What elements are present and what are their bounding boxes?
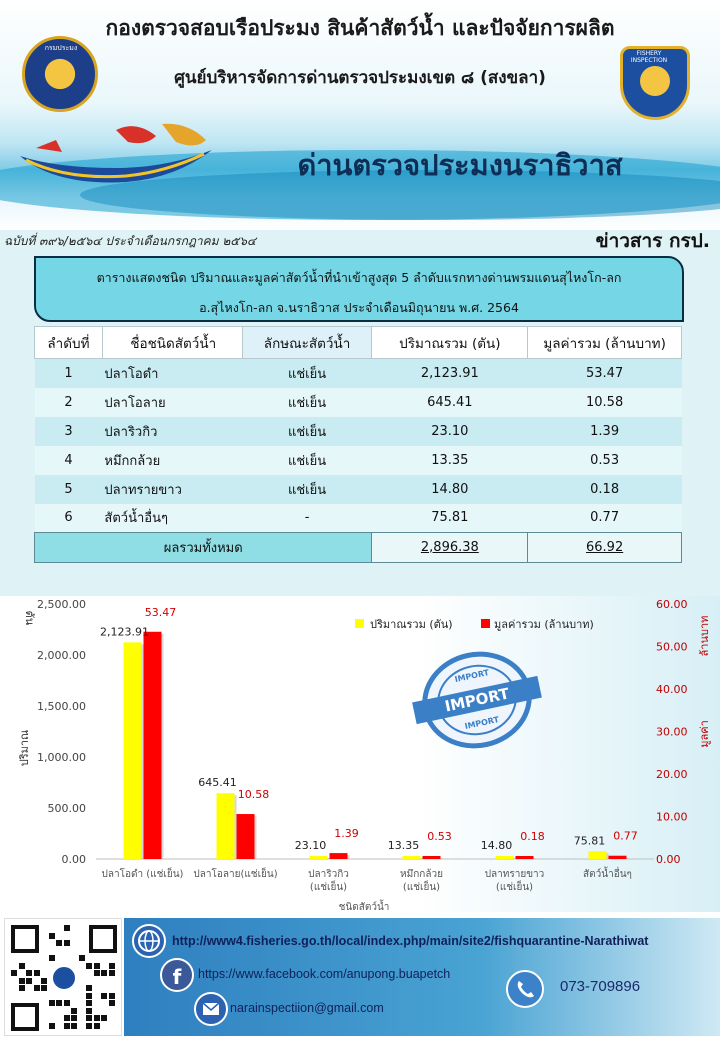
qr-module: [86, 1008, 92, 1014]
data-label-quantity: 645.41: [198, 776, 237, 790]
cell-quantity: 23.10: [372, 417, 528, 446]
qr-module: [64, 1023, 70, 1029]
qr-module: [94, 1015, 100, 1021]
phone-icon: [506, 970, 544, 1008]
import-table: [34, 326, 682, 563]
qr-module: [11, 970, 17, 976]
qr-module: [86, 985, 92, 991]
x-tick-label: ปลาทรายขาว: [484, 869, 545, 880]
qr-module: [101, 1015, 107, 1021]
qr-finder-gap: [93, 929, 113, 949]
bar-value: [609, 856, 627, 859]
y-right-tick-label: 30.00: [656, 725, 688, 739]
qr-module: [41, 978, 47, 984]
bar-value: [330, 853, 348, 859]
bar-value: [237, 814, 255, 859]
data-label-value: 53.47: [144, 605, 177, 619]
cell-species: ปลาโอดำ: [102, 359, 242, 388]
qr-module: [64, 1000, 70, 1006]
y-left-tick-label: 1,000.00: [37, 751, 86, 764]
y-right-tick-label: 40.00: [656, 683, 688, 696]
logo-text: FISHERY INSPECTION: [630, 50, 668, 64]
qr-module: [86, 1000, 92, 1006]
logo-text: กรมประมง: [44, 44, 78, 52]
total-row: [35, 533, 682, 563]
legend-label-value: มูลค่ารวม (ล้านบาท): [494, 618, 594, 631]
bar-value: [144, 632, 162, 859]
table-header-row: [35, 327, 682, 359]
bar-quantity: [217, 793, 235, 859]
cell-quantity: 2,123.91: [372, 359, 528, 388]
legend-swatch-quantity: [355, 619, 364, 628]
total-value: 66.92: [586, 540, 624, 555]
total-label: ผลรวมทั้งหมด: [35, 533, 372, 563]
qr-module: [71, 1008, 77, 1014]
cell-rank: 6: [35, 504, 103, 533]
qr-module: [109, 970, 115, 976]
qr-module: [26, 970, 32, 976]
y-right-tick-label: 50.00: [656, 640, 688, 654]
qr-module: [109, 963, 115, 969]
data-label-value: 0.18: [520, 830, 545, 843]
table-row: [35, 504, 682, 533]
cell-value: 0.18: [528, 475, 682, 504]
cell-value: 0.53: [528, 446, 682, 475]
cell-rank: 1: [35, 359, 103, 388]
qr-module: [94, 963, 100, 969]
x-tick-label: หมึกกล้วย: [400, 869, 443, 880]
y-right-axis-unit: ล้านบาท: [698, 615, 711, 657]
import-bar-chart: [0, 596, 720, 912]
cell-rank: 2: [35, 388, 103, 417]
qr-module: [19, 963, 25, 969]
x-tick-label: (แช่เย็น): [402, 882, 441, 893]
column-header-species: ชื่อชนิดสัตว์น้ำ: [102, 327, 242, 359]
bar-quantity: [124, 642, 142, 859]
qr-module: [71, 1023, 77, 1029]
legend-swatch-value: [481, 619, 490, 628]
column-header-quantity: ปริมาณรวม (ตัน): [372, 327, 528, 359]
qr-module: [94, 970, 100, 976]
column-header-rank: ลำดับที่: [35, 327, 103, 359]
issue-number: ฉบับที่ ๓๙๖/๒๕๖๔ ประจำเดือนกรกฎาคม ๒๕๖๔: [4, 234, 257, 248]
cell-rank: 5: [35, 475, 103, 504]
cell-value: 53.47: [528, 359, 682, 388]
y-left-axis-title: ปริมาณ: [18, 729, 31, 767]
qr-module: [109, 993, 115, 999]
qr-module: [64, 925, 70, 931]
qr-module: [101, 993, 107, 999]
bar-quantity: [310, 856, 328, 859]
qr-code[interactable]: [4, 918, 122, 1036]
qr-module: [86, 993, 92, 999]
qr-module: [49, 1000, 55, 1006]
stamp-band: IMPORT: [412, 676, 542, 724]
chart-canvas: [0, 596, 720, 912]
data-label-quantity: 13.35: [387, 839, 420, 852]
qr-module: [64, 1015, 70, 1021]
x-tick-label: ปลาโอลาย(แช่เย็น): [193, 869, 278, 880]
cell-quantity: 13.35: [372, 446, 528, 475]
data-label-value: 0.53: [427, 830, 452, 843]
qr-module: [79, 955, 85, 961]
qr-module: [19, 978, 25, 984]
facebook-icon: f: [160, 958, 194, 992]
cell-rank: 3: [35, 417, 103, 446]
y-right-tick-label: 0.00: [656, 853, 681, 866]
bar-quantity: [589, 851, 607, 859]
y-left-tick-label: 2,500.00: [37, 598, 86, 611]
qr-finder-gap: [15, 929, 35, 949]
email-link[interactable]: narainspectiion@gmail.com: [230, 1001, 384, 1015]
longboat-illustration: [16, 120, 216, 190]
cell-species: ปลาทรายขาว: [102, 475, 242, 504]
table-title-box: [34, 256, 684, 322]
qr-module: [26, 978, 32, 984]
stamp-text-top: IMPORT: [453, 668, 490, 685]
x-tick-label: สัตว์น้ำอื่นๆ: [583, 869, 632, 880]
table-row: [35, 388, 682, 417]
import-table-section: [30, 256, 686, 596]
cell-quantity: 75.81: [372, 504, 528, 533]
x-tick-label: ปลาโอดำ (แช่เย็น): [101, 869, 184, 880]
x-tick-label: (แช่เย็น): [495, 882, 534, 893]
total-quantity: 2,896.38: [420, 540, 479, 555]
cell-species: หมึกกล้วย: [102, 446, 242, 475]
y-right-tick-label: 20.00: [656, 768, 688, 781]
y-left-tick-label: 500.00: [47, 802, 86, 815]
qr-logo-icon: [51, 965, 77, 991]
cell-quantity: 645.41: [372, 388, 528, 417]
data-label-value: 0.77: [613, 829, 638, 843]
header-title-line2: ศูนย์บริหารจัดการด่านตรวจประมงเขต ๘ (สงขลา): [174, 68, 546, 88]
cell-type: แช่เย็น: [242, 417, 372, 446]
cell-type: แช่เย็น: [242, 359, 372, 388]
y-left-tick-label: 2,000.00: [37, 649, 86, 662]
qr-module: [19, 985, 25, 991]
qr-module: [49, 1023, 55, 1029]
bar-quantity: [496, 856, 514, 859]
cell-quantity: 14.80: [372, 475, 528, 504]
qr-module: [49, 955, 55, 961]
website-link[interactable]: http://www4.fisheries.go.th/local/index.php/main/site2/fishquarantine-Narathiwat: [172, 934, 649, 948]
y-right-axis-title: มูลค่า: [698, 720, 711, 748]
contact-footer: [0, 912, 720, 1040]
cell-type: -: [242, 504, 372, 533]
y-left-axis-unit: ตัน: [23, 610, 36, 626]
table-row: [35, 446, 682, 475]
legend-label-quantity: ปริมาณรวม (ตัน): [370, 618, 453, 631]
cell-species: สัตว์น้ำอื่นๆ: [102, 504, 242, 533]
cell-value: 10.58: [528, 388, 682, 417]
cell-type: แช่เย็น: [242, 446, 372, 475]
y-right-tick-label: 10.00: [656, 810, 688, 824]
header-banner: [0, 0, 720, 230]
data-label-quantity: 14.80: [480, 839, 513, 852]
y-left-tick-label: 0.00: [61, 853, 86, 866]
cell-type: แช่เย็น: [242, 388, 372, 417]
qr-module: [56, 940, 62, 946]
qr-module: [41, 985, 47, 991]
qr-module: [56, 1000, 62, 1006]
data-label-quantity: 75.81: [573, 834, 606, 848]
page-title: ด่านตรวจประมงนราธิวาส: [297, 148, 623, 182]
qr-finder-gap: [15, 1007, 35, 1027]
qr-module: [71, 1015, 77, 1021]
cell-type: แช่เย็น: [242, 475, 372, 504]
x-tick-label: ปลาริวกิว: [308, 869, 349, 880]
cell-species: ปลาโอลาย: [102, 388, 242, 417]
bar-value: [423, 856, 441, 859]
data-label-value: 10.58: [237, 788, 270, 802]
qr-module: [94, 1023, 100, 1029]
facebook-link[interactable]: https://www.facebook.com/anupong.buapetch: [198, 967, 451, 981]
qr-module: [34, 985, 40, 991]
news-label: ข่าวสาร กรป.: [595, 230, 710, 252]
qr-module: [64, 940, 70, 946]
column-header-type: ลักษณะสัตว์น้ำ: [242, 327, 372, 359]
data-label-quantity: 2,123.91: [100, 625, 149, 639]
bar-value: [516, 856, 534, 859]
qr-module: [86, 1023, 92, 1029]
x-axis-title: ชนิดสัตว์น้ำ: [338, 902, 390, 912]
cell-value: 0.77: [528, 504, 682, 533]
table-row: [35, 359, 682, 388]
bar-quantity: [403, 856, 421, 859]
cell-species: ปลาริวกิว: [102, 417, 242, 446]
table-row: [35, 417, 682, 446]
y-left-tick-label: 1,500.00: [37, 700, 86, 713]
qr-module: [109, 1000, 115, 1006]
qr-module: [86, 963, 92, 969]
table-title-line1: ตารางแสดงชนิด ปริมาณและมูลค่าสัตว์น้ำที่นำเข้าสูงสุด 5 ลำดับแรกทางด่านพรมแดนสุไหงโก-ลก: [96, 270, 622, 285]
table-row: [35, 475, 682, 504]
data-label-value: 1.39: [334, 827, 359, 841]
stamp-text-bottom: IMPORT: [463, 714, 500, 732]
qr-module: [101, 970, 107, 976]
column-header-value: มูลค่ารวม (ล้านบาท): [528, 327, 682, 359]
cell-rank: 4: [35, 446, 103, 475]
header-title-line1: กองตรวจสอบเรือประมง สินค้าสัตว์น้ำ และปัจจัยการผลิต: [105, 16, 615, 40]
email-icon: [194, 992, 228, 1026]
qr-module: [49, 933, 55, 939]
phone-number[interactable]: 073-709896: [560, 978, 641, 995]
cell-value: 1.39: [528, 417, 682, 446]
qr-module: [86, 1015, 92, 1021]
y-right-tick-label: 60.00: [656, 598, 688, 611]
qr-module: [34, 970, 40, 976]
table-title-line2: อ.สุไหงโก-ลก จ.นราธิวาส ประจำเดือนมิถุนายน พ.ศ. 2564: [199, 300, 519, 315]
x-tick-label: (แช่เย็น): [309, 882, 348, 893]
data-label-quantity: 23.10: [294, 839, 327, 852]
globe-icon: [132, 924, 166, 958]
